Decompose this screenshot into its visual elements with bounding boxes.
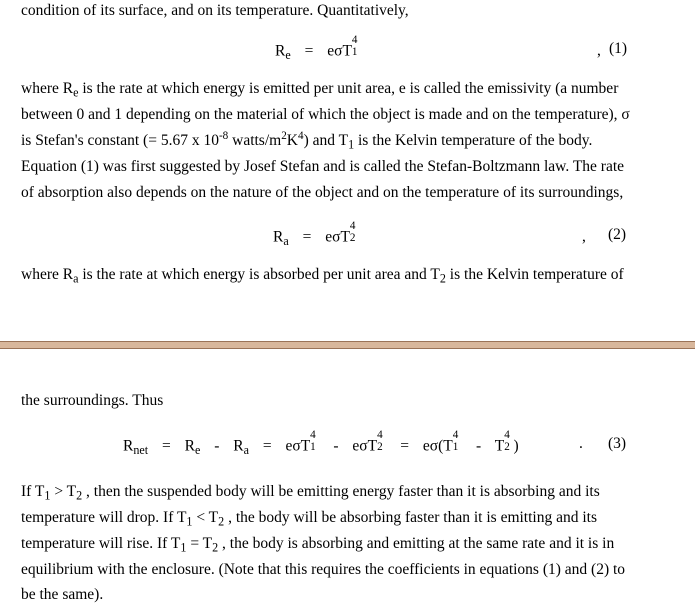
page-bottom bbox=[0, 349, 695, 607]
text-line: Equation (1) was first suggested by Josef Stefan and is called the Stefan-Boltzmann law. The rate bbox=[21, 158, 625, 175]
text-line: equilibrium with the enclosure. (Note that this requires the coefficients in equations (1) and (2) to bbox=[21, 561, 626, 578]
equation-2-number: (2) bbox=[608, 226, 627, 243]
page-break-divider bbox=[0, 341, 695, 349]
text-line: of absorption also depends on the nature of the object and on the temperature of its surroundings, bbox=[21, 184, 624, 201]
text-line: temperature will rise. If $T_1 = T_2$ , the body is absorbing and emitting at the same rate and it is in bbox=[21, 535, 615, 555]
text-line: is Stefan's constant (= 5.67 x $10^{-8}$ watts/$m^2K^4$) and $T_1$ is the Kelvin temperature of the body. bbox=[21, 129, 593, 152]
equation-3: $R_{net} = R_e - R_a = e\sigma T$ 4 1 - eσT 4 2 = eσ(T 4 1 - T 4 2 ) bbox=[123, 428, 519, 458]
text-line: condition of its surface, and on its temperature. Quantitatively, bbox=[21, 2, 409, 19]
equation-3-number: (3) bbox=[608, 435, 627, 452]
equation-2-comma: , bbox=[582, 228, 586, 245]
text-line: the surroundings. Thus bbox=[21, 392, 164, 409]
text-line: be the same). bbox=[21, 586, 104, 603]
equation-1-number: (1) bbox=[609, 40, 628, 57]
equation-2: $R_a = e\sigma T$ 4 2 bbox=[273, 219, 356, 249]
text-line: where $R_a$ is the rate at which energy is absorbed per unit area and $T_2$ is the Kelvin temperature of bbox=[21, 266, 624, 286]
text-line: where $R_e$ is the rate at which energy is emitted per unit area, e is called the emissivity (a number bbox=[21, 80, 619, 100]
text-line: temperature will drop. If $T_1 < T_2$ , the body will be absorbing faster than it is emitting and its bbox=[21, 509, 598, 529]
equation-1-comma: , bbox=[597, 42, 601, 59]
text-line: If $T_1 > T_2$ , then the suspended body will be emitting energy faster than it is absorbing and its bbox=[21, 483, 600, 503]
equation-1: $R_e = e\sigma T$ 4 1 bbox=[275, 33, 358, 63]
equation-3-dot: . bbox=[579, 435, 583, 452]
text-line: between 0 and 1 depending on the material of which the object is made and on the temperature), σ bbox=[21, 106, 630, 123]
